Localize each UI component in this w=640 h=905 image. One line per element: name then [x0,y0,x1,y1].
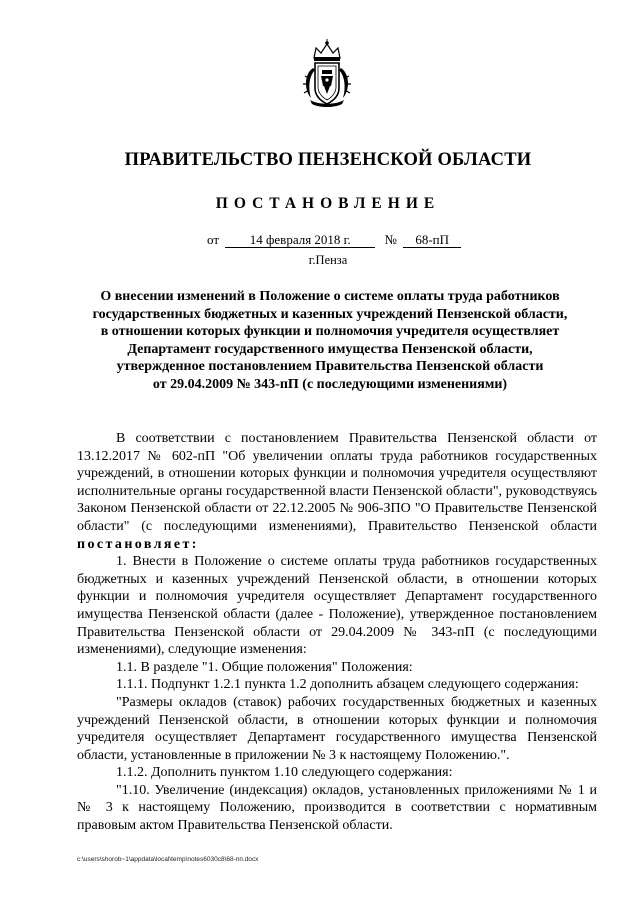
city: г.Пенза [308,253,348,267]
title-line: государственных бюджетных и казенных учреждений Пензенской области, [92,306,568,322]
body-paragraph-quote-2: "1.10. Увеличение (индексация) окладов, установленных приложениями № 1 и № 3 к настоящему Положению, производится в соответствии с нормативным правовым актом Правительства Пензенской области. [77,782,597,834]
decree-word: постановляет: [77,536,199,552]
title-line: от 29.04.2009 № 343-пП (с последующими изменениями) [152,376,508,392]
title-line: в отношении которых функции и полномочия учредителя осуществляет [100,324,560,340]
body-paragraph-item-1: 1. Внести в Положение о системе оплаты труда работников государственных бюджетных и казенных учреждений Пензенской области, в отношении которых функции и полномочия учредителя осуществляет Департамент государственного имущества Пензенской области (далее - Положение), утвержденное постановлением Правительства Пензенской области от 29.04.2009 № 343-пП (с последующими изменениями), следующие изменения: [77,554,597,658]
number-label: № [384,232,397,247]
body-paragraph-quote-1: "Размеры окладов (ставок) рабочих государственных бюджетных и казенных учреждений Пензенской области, в отношении которых функции и полномочия учредителя осуществляет Департамент государственного имущества Пензенской области, установленные в приложении № 3 к настоящему Положению.". [77,694,597,763]
date-number-line [207,232,461,248]
coat-of-arms-emblem [300,38,354,110]
body-paragraph-item-1-1-1: 1.1.1. Подпункт 1.2.1 пункта 1.2 дополнить абзацем следующего содержания: [116,677,579,693]
document-body [77,430,597,835]
title-line: утвержденное постановлением Правительства Пензенской области [116,359,544,375]
document-number: 68-пП [403,233,461,248]
document-date: 14 февраля 2018 г. [225,233,375,248]
title-line: Департамент государственного имущества Пензенской области, [127,341,533,357]
title-line: О внесении изменений в Положение о системе оплаты труда работников [100,289,560,304]
body-paragraph-item-1-1: 1.1. В разделе "1. Общие положения" Положения: [116,659,413,675]
body-paragraph-item-1-1-2: 1.1.2. Дополнить пунктом 1.10 следующего содержания: [116,765,453,781]
date-from-label: от [207,232,220,247]
file-path-footer: c:\users\shorob~1\appdata\local\temp\notes6030c8\68-пп.docx [77,856,259,863]
document-type: ПОСТАНОВЛЕНИЕ [215,195,441,212]
body-paragraph-preamble [77,430,597,553]
organization-name: ПРАВИТЕЛЬСТВО ПЕНЗЕНСКОЙ ОБЛАСТИ [124,150,532,170]
document-title [75,288,585,394]
preamble-text: В соответствии с постановлением Правительства Пензенской области от 13.12.2017 № 602-пП "Об увеличении оплаты труда работников государственных учреждений, в отношении которых функции и полномочия учредителя осуществляют исполнительные органы государственной власти Пензенской области", руководствуясь Законом Пензенской области от 22.12.2005 № 906-ЗПО "О Правительстве Пензенской области" (с последующими изменениями), Правительство Пензенской области [77,431,597,534]
